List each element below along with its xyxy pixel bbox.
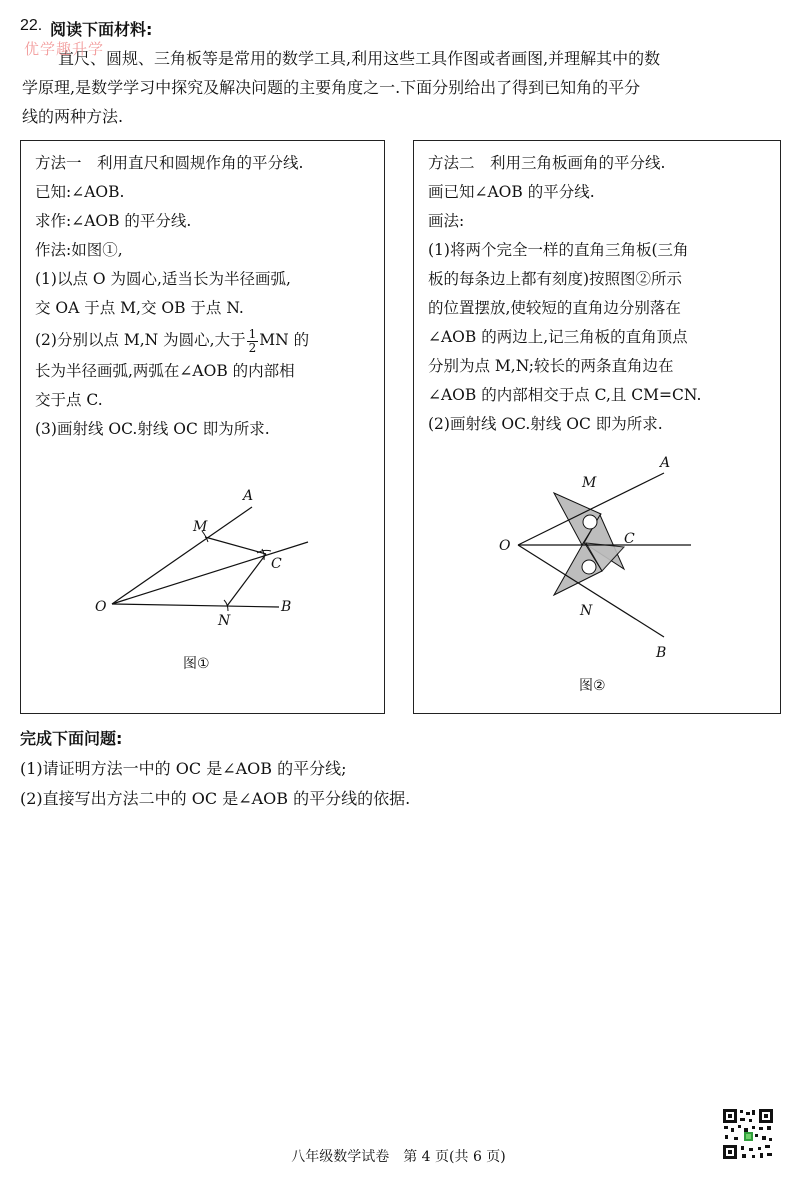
- question-title: 阅读下面材料:: [50, 20, 153, 39]
- intro-line-3: 线的两种方法.: [22, 107, 124, 126]
- method-two-text: [428, 149, 768, 439]
- label-m: M: [582, 475, 597, 491]
- fraction-numerator: 1: [248, 326, 257, 341]
- method-one-text: [35, 149, 372, 444]
- method-two-box: [413, 140, 781, 714]
- m1-line-6: 交 OA 于点 M,交 OB 于点 N.: [35, 299, 244, 317]
- label-c: C: [271, 556, 282, 572]
- m1-line-10: (3)画射线 OC.射线 OC 即为所求.: [35, 420, 270, 438]
- m1-line-4: 作法:如图①,: [35, 241, 123, 259]
- m2-line-2: 画已知∠AOB 的平分线.: [428, 183, 595, 201]
- m2-line-7: ∠AOB 的两边上,记三角板的直角顶点: [428, 328, 688, 346]
- triangle-hole-lower: [582, 560, 596, 574]
- label-m: M: [193, 519, 208, 535]
- figure-one-caption: 图①: [183, 656, 210, 672]
- m1-line-1: 方法一 利用直尺和圆规作角的平分线.: [35, 154, 304, 172]
- label-a: A: [660, 455, 671, 471]
- m1-line-7-post: MN 的: [259, 331, 310, 349]
- watermark: 优学趣升学: [24, 40, 105, 58]
- m1-line-2: 已知:∠AOB.: [35, 183, 125, 201]
- fraction-half: [247, 328, 259, 355]
- m2-line-6: 的位置摆放,使较短的直角边分别落在: [428, 299, 681, 317]
- method-one-box: [20, 140, 385, 714]
- task-item-2: (2)直接写出方法二中的 OC 是∠AOB 的平分线的依据.: [20, 789, 411, 808]
- label-n: N: [218, 613, 231, 629]
- label-o: O: [499, 538, 511, 554]
- m2-line-4: (1)将两个完全一样的直角三角板(三角: [428, 241, 689, 259]
- segment-mc: [205, 537, 266, 554]
- fraction-denominator: 2: [248, 340, 257, 355]
- question-number: 22.: [20, 17, 43, 34]
- triangle-hole-upper: [583, 515, 597, 529]
- ray-ob: [112, 604, 279, 607]
- m1-line-7: [35, 323, 372, 357]
- label-n: N: [580, 603, 593, 619]
- figure-two-caption: 图②: [579, 678, 606, 694]
- ray-oa: [112, 507, 252, 604]
- label-b: B: [656, 645, 667, 661]
- m2-line-1: 方法二 利用三角板画角的平分线.: [428, 154, 666, 172]
- m2-line-3: 画法:: [428, 212, 465, 230]
- label-b: B: [281, 599, 292, 615]
- intro-line-1: 直尺、圆规、三角板等是常用的数学工具,利用这些工具作图或者画图,并理解其中的数: [58, 49, 661, 68]
- ray-oc: [112, 542, 308, 604]
- intro-paragraph: [22, 44, 774, 131]
- m1-line-5: (1)以点 O 为圆心,适当长为半径画弧,: [35, 270, 291, 288]
- label-c: C: [624, 531, 635, 547]
- figure-one: [21, 471, 384, 711]
- intro-line-2: 学原理,是数学学习中探究及解决问题的主要角度之一.下面分别给出了得到已知角的平分: [22, 78, 641, 97]
- m1-line-7-pre: (2)分别以点 M,N 为圆心,大于: [35, 331, 246, 349]
- m1-line-3: 求作:∠AOB 的平分线.: [35, 212, 192, 230]
- page-footer: 八年级数学试卷 第 4 页(共 6 页): [291, 1149, 506, 1165]
- task-item-1: (1)请证明方法一中的 OC 是∠AOB 的平分线;: [20, 759, 347, 778]
- m2-line-10: (2)画射线 OC.射线 OC 即为所求.: [428, 415, 663, 433]
- m1-line-8: 长为半径画弧,两弧在∠AOB 的内部相: [35, 362, 295, 380]
- m2-line-8: 分别为点 M,N;较长的两条直角边在: [428, 357, 674, 375]
- figure-two: [414, 447, 780, 711]
- m1-line-9: 交于点 C.: [35, 391, 103, 409]
- m2-line-9: ∠AOB 的内部相交于点 C,且 CM=CN.: [428, 386, 702, 404]
- label-a: A: [243, 488, 254, 504]
- label-o: O: [95, 599, 107, 615]
- m2-line-5: 板的每条边上都有刻度)按照图②所示: [428, 270, 683, 288]
- tasks-heading: 完成下面问题:: [20, 729, 123, 748]
